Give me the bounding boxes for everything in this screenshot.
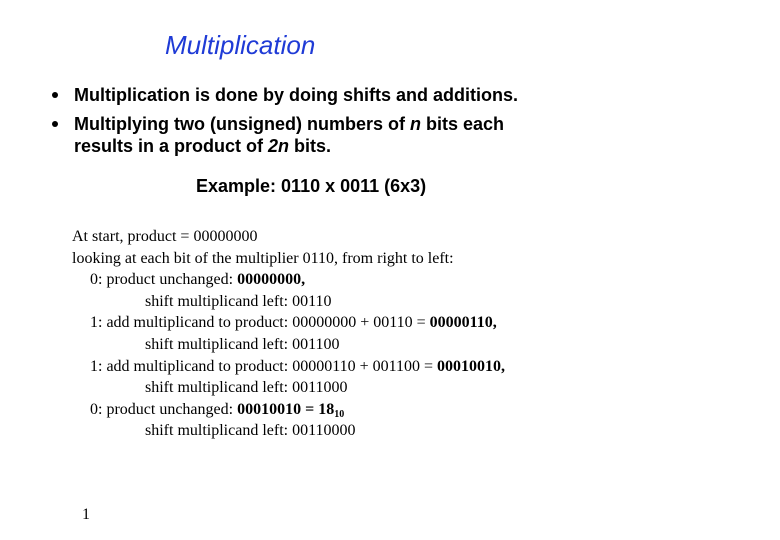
step-line: shift multiplicand left: 00110000 <box>145 422 356 440</box>
step-result: 00000110, <box>429 314 497 332</box>
base-subscript: 10 <box>334 408 345 420</box>
step-line: shift multiplicand left: 001100 <box>145 335 340 353</box>
bullet-text-part: results in a product of <box>74 136 269 156</box>
step-result <box>237 401 344 418</box>
bullet-dot-icon <box>52 121 58 127</box>
step-line: looking at each bit of the multiplier 0110, from right to left: <box>72 249 454 267</box>
step-text: 1: add multiplicand to product: 00000110 + 001100 = <box>90 357 438 375</box>
bullet-text <box>74 113 504 157</box>
bullet-text: Multiplication is done by doing shifts and additions. <box>74 85 518 105</box>
variable-n: n <box>409 114 421 134</box>
step-text: 0: product unchanged: <box>90 400 238 418</box>
step-result: 00000000, <box>237 271 306 289</box>
variable-2n: 2n <box>268 136 290 156</box>
step-line: shift multiplicand left: 0011000 <box>145 379 348 397</box>
slide-title: Multiplication <box>165 30 316 60</box>
step-line <box>72 269 505 291</box>
step-line <box>72 312 505 334</box>
step-line: At start, product = 00000000 <box>72 228 258 245</box>
step-result: 00010010, <box>437 357 506 375</box>
example-heading: Example: 0110 x 0011 (6x3) <box>196 176 427 196</box>
page-number: 1 <box>82 506 90 523</box>
step-line <box>72 356 505 378</box>
step-text: 1: add multiplicand to product: 00000000 + 00110 = <box>90 314 430 332</box>
step-text: 0: product unchanged: <box>90 271 238 289</box>
worked-steps <box>72 226 505 442</box>
bullet-dot-icon <box>52 92 58 98</box>
step-line <box>72 399 505 421</box>
bullet-text-part: Multiplying two (unsigned) numbers of <box>74 114 410 134</box>
step-result-value: 00010010 = 18 <box>237 400 335 418</box>
step-line: shift multiplicand left: 00110 <box>145 292 332 310</box>
bullet-text-part: bits each <box>420 114 505 134</box>
bullet-text-part: bits. <box>289 136 332 156</box>
